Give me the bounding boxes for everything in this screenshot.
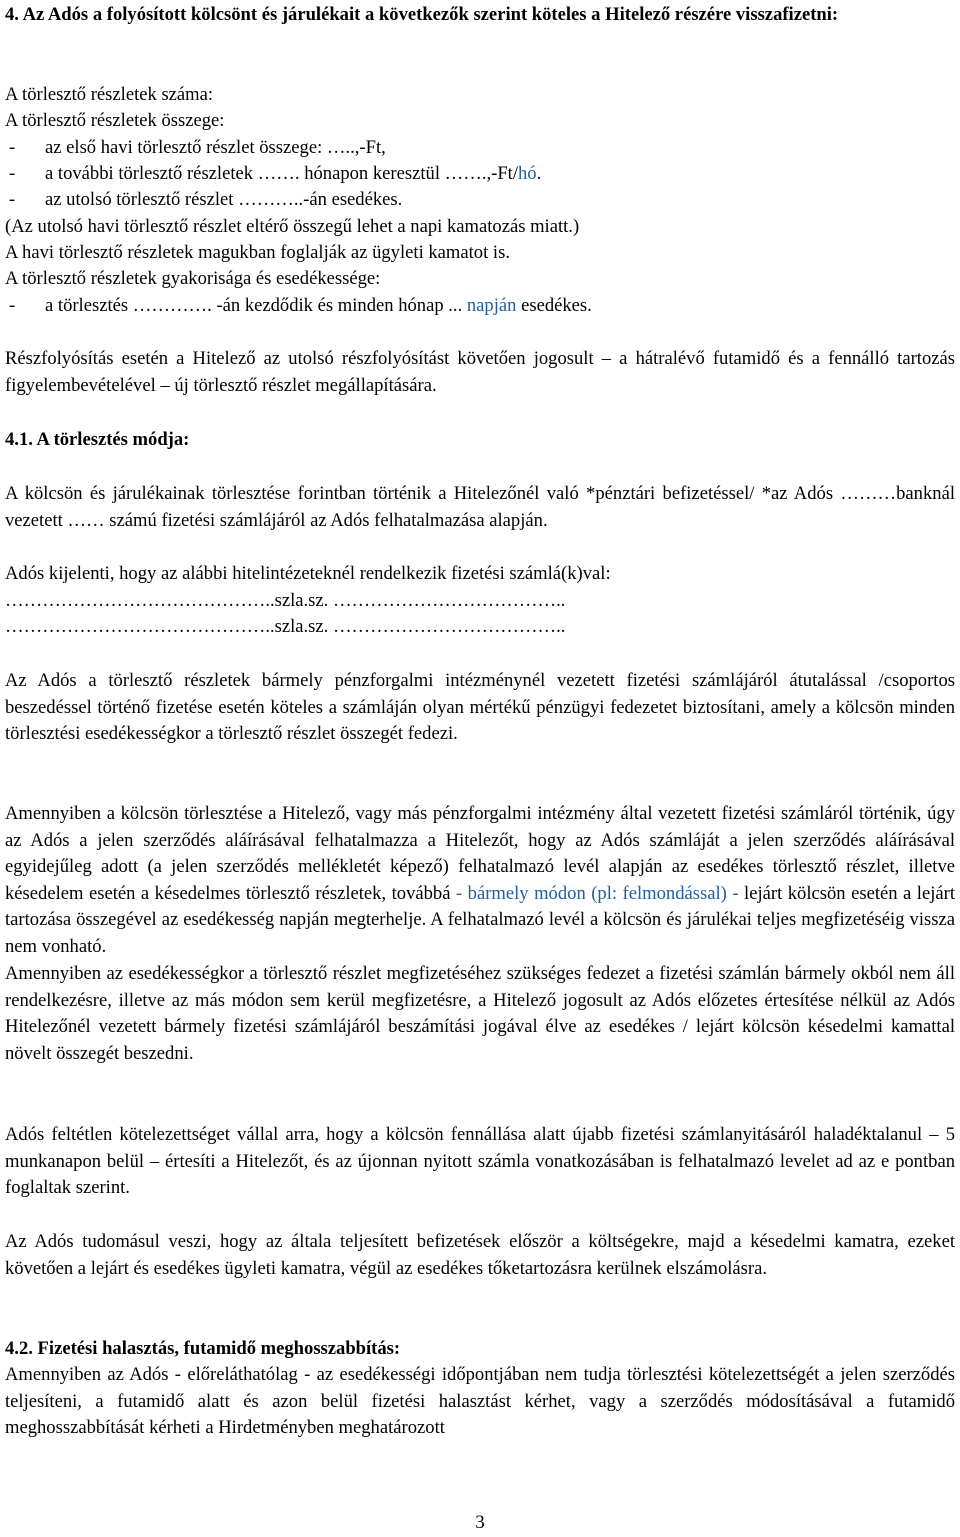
- further-installments-item: [5, 161, 955, 188]
- list-dash: -: [9, 189, 16, 210]
- further-installments-text: a további törlesztő részletek ……. hónapon keresztül …….,-Ft/: [45, 163, 518, 184]
- account-line-1: ……………………………………..szla.sz. ………………………………..: [5, 590, 566, 611]
- repayment-start-item: [5, 293, 955, 320]
- last-installment-item: [5, 187, 955, 214]
- last-installment-text: az utolsó törlesztő részlet ………..-án esedékes.: [45, 189, 403, 210]
- account-line-2: ……………………………………..szla.sz. ………………………………..: [5, 616, 566, 637]
- first-installment-text: az első havi törlesztő részlet összege: …..,-Ft,: [45, 137, 386, 158]
- list-dash: -: [9, 295, 16, 316]
- authorization-text-a: Amennyiben a kölcsön törlesztése a Hitelező, vagy más pénzforgalmi intézmény által vezetett fizetési számláról történik, úgy az Adós a jelen szerződés aláírásával felhatalmazza a Hitelezőt, hogy az Adós számláját a jelen szerződés aláírásával egyidejűleg adott (a jelen szerződés mellékletét képező) felhatalmazó levél alapján az esedékes törlesztő részlet, illetve késedelem esetén a késedelmes törlesztő részletek, továbbá: [5, 803, 955, 904]
- section-4-1-heading: 4.1. A törlesztés módja:: [5, 429, 190, 450]
- section-4-heading: 4. Az Adós a folyósított kölcsönt és járulékait a következők szerint köteles a Hitelező részére visszafizetni:: [5, 4, 839, 25]
- accounts-declaration: Adós kijelenti, hogy az alábbi hitelintézeteknél rendelkezik fizetési számlá(k)val:: [5, 563, 611, 584]
- repayment-amount-line: A törlesztő részletek összege:: [5, 110, 225, 131]
- authorization-text-c: lejárt kölcsön esetén a lejárt tartozása összegével az esedékesség napján megterhelje. A felhatalmazó levél a kölcsön és járulékai teljes megfizetéséig vissza nem vonható.: [5, 882, 955, 957]
- authorization-paragraph: [5, 801, 955, 960]
- period: .: [536, 163, 542, 184]
- list-dash: -: [9, 163, 16, 184]
- list-dash: -: [9, 137, 16, 158]
- authorization-text-b: - bármely módon (pl: felmondással) -: [455, 882, 739, 904]
- payment-order-paragraph: Az Adós tudomásul veszi, hogy az általa teljesített befizetések először a költségekre, majd a késedelmi kamatra, ezeket követően a lejárt és esedékes ügyleti kamatra, végül az esedékes tőketartozásra kerülnek elszámolásra.: [5, 1231, 955, 1279]
- section-4-2-heading: 4.2. Fizetési halasztás, futamidő meghosszabbítás:: [5, 1338, 401, 1359]
- coverage-paragraph: Az Adós a törlesztő részletek bármely pénzforgalmi intézménynél vezetett fizetési számlájáról átutalással /csoportos beszedéssel történő fizetése esetén köteles a számláján olyan mértékű pénzügyi fedezetet biztosítani, amely a kölcsön minden törlesztési esedékességkor a törlesztő részlet összegét fedezi.: [5, 670, 955, 744]
- repayment-count-line: A törlesztő részletek száma:: [5, 84, 214, 105]
- last-installment-note: (Az utolsó havi törlesztő részlet eltérő összegű lehet a napi kamatozás miatt.): [5, 216, 580, 237]
- repayment-method-paragraph: A kölcsön és járulékainak törlesztése forintban történik a Hitelezőnél való *pénztári befizetéssel/ *az Adós ………banknál vezetett …… számú fizetési számlájáról az Adós felhatalmazása alapján.: [5, 483, 955, 531]
- partial-disbursement-paragraph: Részfolyósítás esetén a Hitelező az utolsó részfolyósítást követően jogosult – a hátralévő futamidő és a fennálló tartozás figyelembevételével – új törlesztő részlet megállapítására.: [5, 348, 955, 396]
- due-text: esedékes.: [516, 295, 592, 316]
- repayment-start-text: a törlesztés …………. -án kezdődik és minden hónap ...: [45, 295, 467, 316]
- month-abbrev: hó: [518, 163, 537, 184]
- page-number: 3: [475, 1512, 485, 1533]
- insufficient-funds-paragraph: Amennyiben az esedékességkor a törlesztő részlet megfizetéséhez szükséges fedezet a fizetési számlán bármely okból nem áll rendelkezésre, illetve az más módon sem kerül megfizetésre, a Hitelező jogosult az Adós előzetes értesítése nélkül az Adós Hitelezőnél vezetett bármely fizetési számlájáról beszámítási jogával élve az esedékes / lejárt kölcsön késedelmi kamattal növelt összegét beszedni.: [5, 963, 955, 1064]
- new-account-paragraph: Adós feltétlen kötelezettséget vállal arra, hogy a kölcsön fennállása alatt újabb fizetési számlanyitásáról haladéktalanul – 5 munkanapon belül – értesíti a Hitelezőt, és az újonnan nyitott számla vonatkozásában is felhatalmazó levelet ad az e pontban foglaltak szerint.: [5, 1124, 955, 1198]
- interest-included-line: A havi törlesztő részletek magukban foglalják az ügyleti kamatot is.: [5, 242, 510, 263]
- first-installment-item: [5, 135, 955, 162]
- frequency-line: A törlesztő részletek gyakorisága és esedékessége:: [5, 268, 381, 289]
- deferral-paragraph: Amennyiben az Adós - előreláthatólag - az esedékességi időpontjában nem tudja törlesztési kötelezettségét a jelen szerződés teljesíteni, a futamidő alatt és azon belül fizetési halasztást kérhet, vagy a szerződés módosításával a futamidő meghosszabbítását kérheti a Hirdetményben meghatározott: [5, 1364, 955, 1438]
- day-of-month-word: napján: [466, 295, 517, 316]
